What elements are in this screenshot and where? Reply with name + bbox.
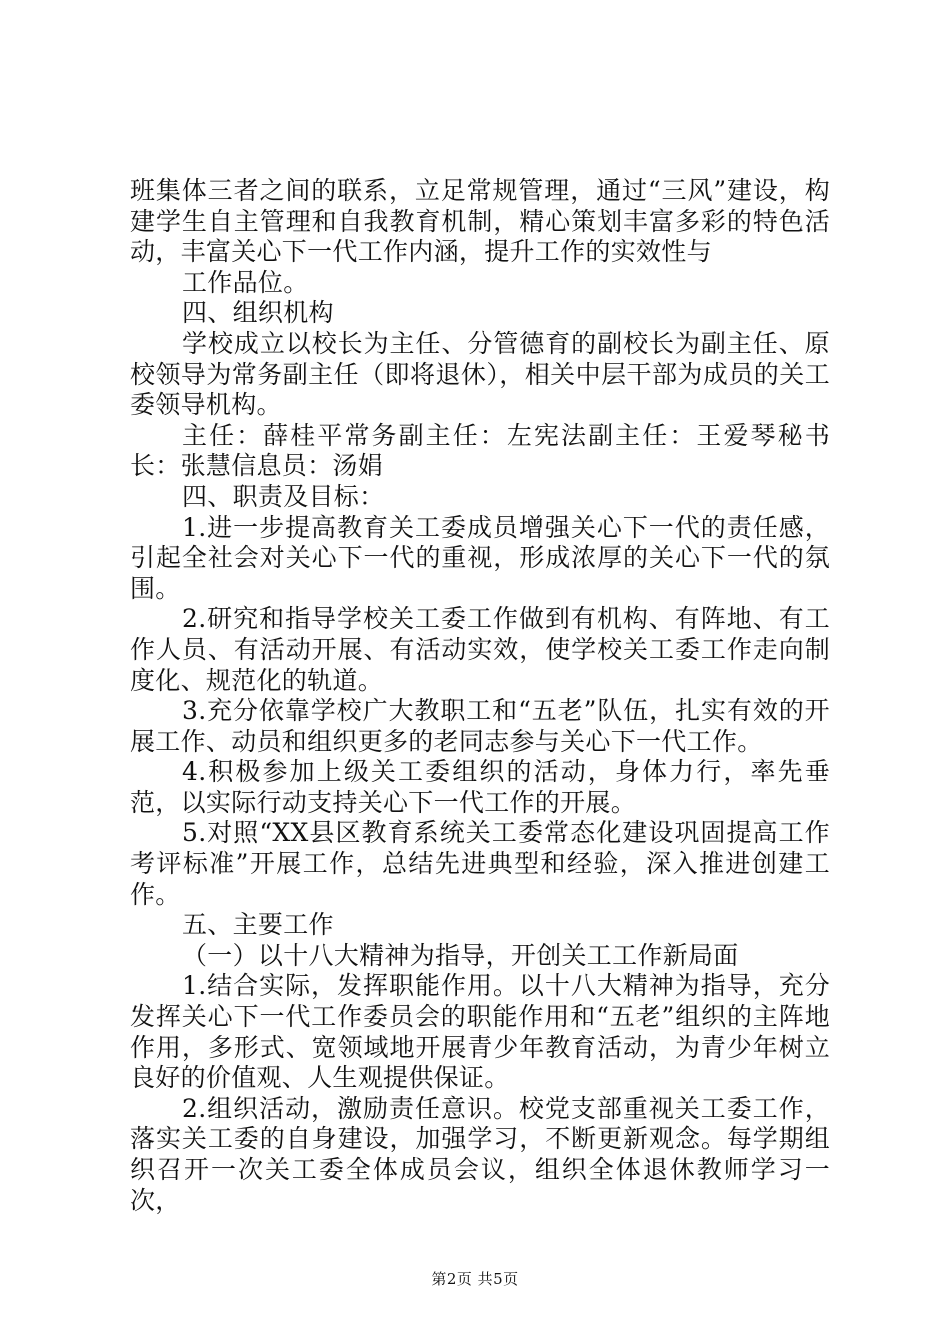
document-body [130, 176, 830, 1216]
paragraph-members: 主任：薛桂平常务副主任：左宪法副主任：王爱琴秘书长：张慧信息员：汤娟 [130, 420, 830, 481]
work-item-2: 2.组织活动，激励责任意识。校党支部重视关工委工作，落实关工委的自身建设，加强学习，不断更新观念。每学期组织召开一次关工委全体成员会议，组织全体退休教师学习一次， [130, 1093, 830, 1215]
work-item-1: 1.结合实际，发挥职能作用。以十八大精神为指导，充分发挥关心下一代工作委员会的职能作用和“五老”组织的主阵地作用，多形式、宽领域地开展青少年教育活动，为青少年树立良好的价值观、人生观提供保证。 [130, 971, 830, 1093]
subsection-heading-1: （一）以十八大精神为指导，开创关工工作新局面 [182, 940, 739, 970]
paragraph-1: 班集体三者之间的联系，立足常规管理，通过“三风”建设，构建学生自主管理和自我教育机制，精心策划丰富多彩的特色活动，丰富关心下一代工作内涵，提升工作的实效性与 [130, 176, 830, 267]
section-heading-organization: 四、组织机构 [182, 298, 334, 328]
list-item-4: 4.积极参加上级关工委组织的活动，身体力行，率先垂范，以实际行动支持关心下一代工作的开展。 [130, 757, 830, 817]
page-number-footer: 第2页 共5页 [431, 1270, 519, 1288]
section-heading-duties: 四、职责及目标： [182, 481, 385, 511]
paragraph-4: 学校成立以校长为主任、分管德育的副校长为副主任、原校领导为常务副主任（即将退休），相关中层干部为成员的关工委领导机构。 [130, 328, 830, 420]
list-item-3: 3.充分依靠学校广大教职工和“五老”队伍，扎实有效的开展工作、动员和组织更多的老同志参与关心下一代工作。 [130, 696, 830, 756]
list-item-1: 1.进一步提高教育关工委成员增强关心下一代的责任感，引起全社会对关心下一代的重视，形成浓厚的关心下一代的氛围。 [130, 512, 830, 603]
paragraph-2: 工作品位。 [182, 267, 309, 297]
section-heading-main-work: 五、主要工作 [182, 910, 334, 940]
list-item-5: 5.对照“XX县区教育系统关工委常态化建设巩固提高工作考评标准”开展工作，总结先进典型和经验，深入推进创建工作。 [130, 818, 830, 909]
list-item-2: 2.研究和指导学校关工委工作做到有机构、有阵地、有工作人员、有活动开展、有活动实效，使学校关工委工作走向制度化、规范化的轨道。 [130, 604, 830, 695]
